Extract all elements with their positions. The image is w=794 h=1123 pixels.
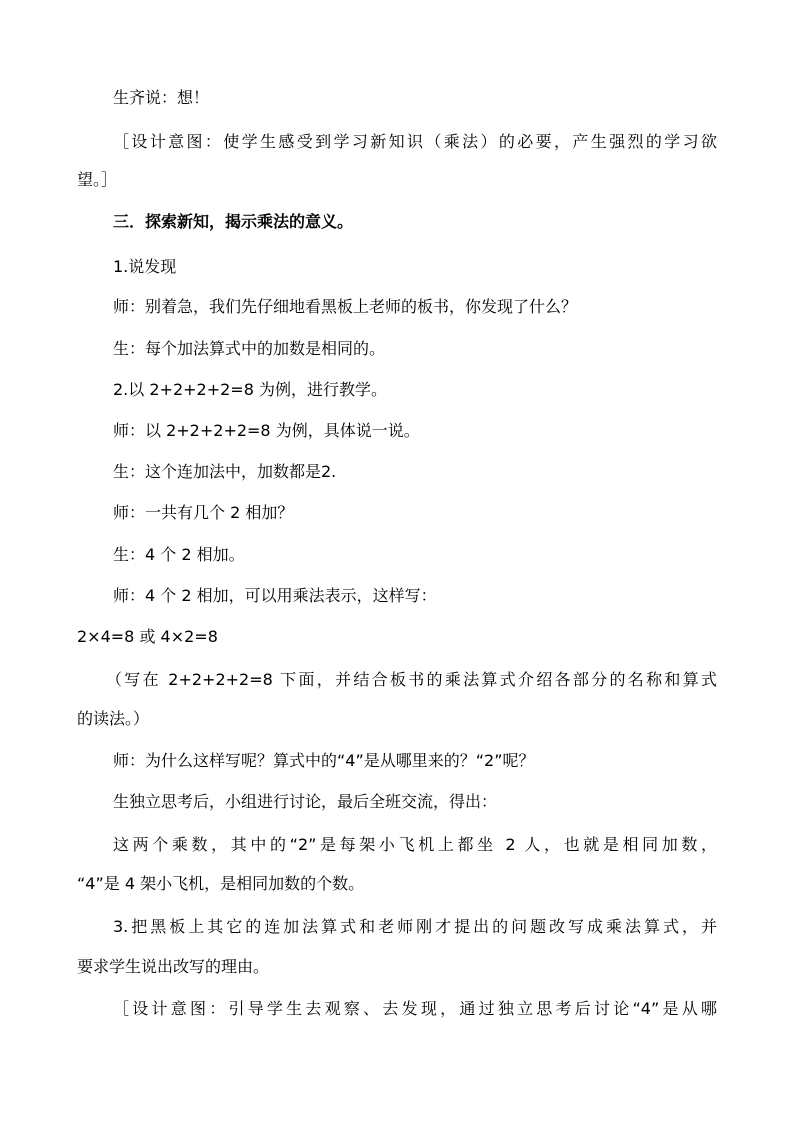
section-heading: 三．探索新知，揭示乘法的意义。 [113,212,354,231]
text-line: 这两个乘数，其中的“2”是每架小飞机上都坐 2 人，也就是相同加数， [113,835,717,854]
text-line: 生齐说：想！ [113,88,210,107]
text-line: 师：别着急，我们先仔细地看黑板上老师的板书，你发现了什么？ [113,297,578,316]
text-line: “4”是 4 架小飞机，是相同加数的个数。 [77,874,365,893]
text-line: 3.把黑板上其它的连加法算式和老师刚才提出的问题改写成乘法算式，并 [113,917,717,936]
text-line: 要求学生说出改写的理由。 [77,957,270,976]
text-line: 生：4 个 2 相加。 [113,545,245,564]
text-line: 生：每个加法算式中的加数是相同的。 [113,339,386,358]
text-line: 师：4 个 2 相加，可以用乘法表示，这样写： [113,586,437,605]
text-line: 师：为什么这样写呢？算式中的“4”是从哪里来的？“2”呢？ [113,751,535,770]
text-line: ［设计意图：引导学生去观察、去发现，通过独立思考后讨论“4”是从哪 [113,999,717,1018]
text-line: 的读法。） [77,709,150,728]
text-line: 1.说发现 [113,257,177,276]
text-line: 生独立思考后，小组进行讨论，最后全班交流，得出： [113,792,498,811]
text-line: 师：以 2+2+2+2=8 为例，具体说一说。 [113,421,420,440]
text-line: ［设计意图：使学生感受到学习新知识（乘法）的必要，产生强烈的学习欲 [113,132,717,151]
text-line: 师：一共有几个 2 相加？ [113,503,294,522]
text-line: 生：这个连加法中，加数都是2. [113,462,337,481]
text-line: 2.以 2+2+2+2=8 为例，进行教学。 [113,380,387,399]
text-line: （写在 2+2+2+2=8 下面，并结合板书的乘法算式介绍各部分的名称和算式 [106,670,717,689]
text-line: 2×4=8 或 4×2=8 [77,627,218,646]
text-line: 望。］ [77,170,118,189]
